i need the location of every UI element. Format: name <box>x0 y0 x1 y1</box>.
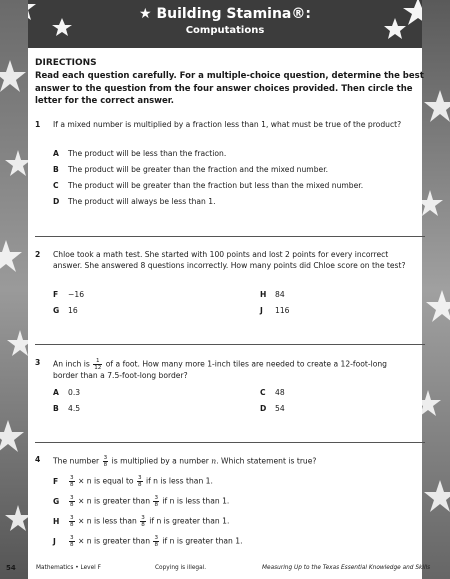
question-text: An inch is $\frac{1}{12}$ of a foot. How many more 1-inch tiles are needed to create a 12-foot-long border than a 7.5-foot-long border? <box>53 358 387 380</box>
banner-subtitle: Computations <box>185 25 265 36</box>
question-number: 2 <box>35 250 41 259</box>
fraction: $\frac{3}{8}$ <box>103 455 108 468</box>
page-number: 54 <box>6 564 16 572</box>
question-number: 4 <box>35 455 41 464</box>
question-1: 1 If a mixed number is multiplied by a fraction less than 1, what must be true of the product? A The product will be less than the fraction. B The product will be greater than the fraction and the mixed number. C The product will be greater than the fraction but less than the mixed number. D The product will always be less than 1. <box>35 120 425 220</box>
copyright-notice: Copying is illegal. <box>155 565 207 571</box>
question-4: 4 The number $\frac{3}{8}$ is multiplied by a number n. Which statement is true? F $\frac{3}{8}$ × n is equal to $\frac{3}{8}$ if n is less than 1. G $\frac{3}{8}$ × n is greater than $\frac{3}{8}$ if n is less than 1. H $\frac{3}{8}$ × n is less than $\frac{3}{8}$ if n is greater than 1. J $\frac{3}{8}$ × n is greater than $\frac{3}{8}$ if n is greater than 1. <box>35 455 425 555</box>
book-title: Mathematics • Level F <box>36 565 101 571</box>
directions-text: Read each question carefully. For a multiple-choice question, determine the best answer to the question from the four answer choices provided. Then circle the letter for the correct answer. <box>35 71 424 106</box>
question-number: 3 <box>35 358 41 367</box>
directions-block <box>35 58 425 108</box>
question-text: If a mixed number is multiplied by a fraction less than 1, what must be true of the product? <box>53 120 402 129</box>
fraction: $\frac{1}{12}$ <box>94 358 102 371</box>
question-text: Chloe took a math test. She started with 100 points and lost 2 points for every incorrect answer. She answered 8 questions incorrectly. How many points did Chloe score on the test? <box>53 250 406 270</box>
question-3: 3 An inch is $\frac{1}{12}$ of a foot. How many more 1-inch tiles are needed to create a 12-foot-long border than a 7.5-foot-long border? A 0.3 B 4.5 C 48 D 54 <box>35 358 425 428</box>
series-title: Measuring Up to the Texas Essential Knowledge and Skills <box>262 565 431 571</box>
right-star-border <box>422 0 450 579</box>
question-number: 1 <box>35 120 41 129</box>
divider <box>35 344 425 345</box>
directions-heading: DIRECTIONS <box>35 58 97 68</box>
page-footer <box>0 561 450 579</box>
divider <box>35 236 425 237</box>
question-2: 2 Chloe took a math test. She started with 100 points and lost 2 points for every incorrect answer. She answered 8 questions incorrectly. How many points did Chloe score on the test? F −16 G 16 H 84 J 116 <box>35 250 425 330</box>
left-star-border <box>0 0 28 579</box>
question-text: The number $\frac{3}{8}$ is multiplied by a number n. Which statement is true? <box>53 455 317 468</box>
title-banner <box>0 0 450 48</box>
banner-title: ★ Building Stamina®: <box>139 6 311 22</box>
divider <box>35 442 425 443</box>
